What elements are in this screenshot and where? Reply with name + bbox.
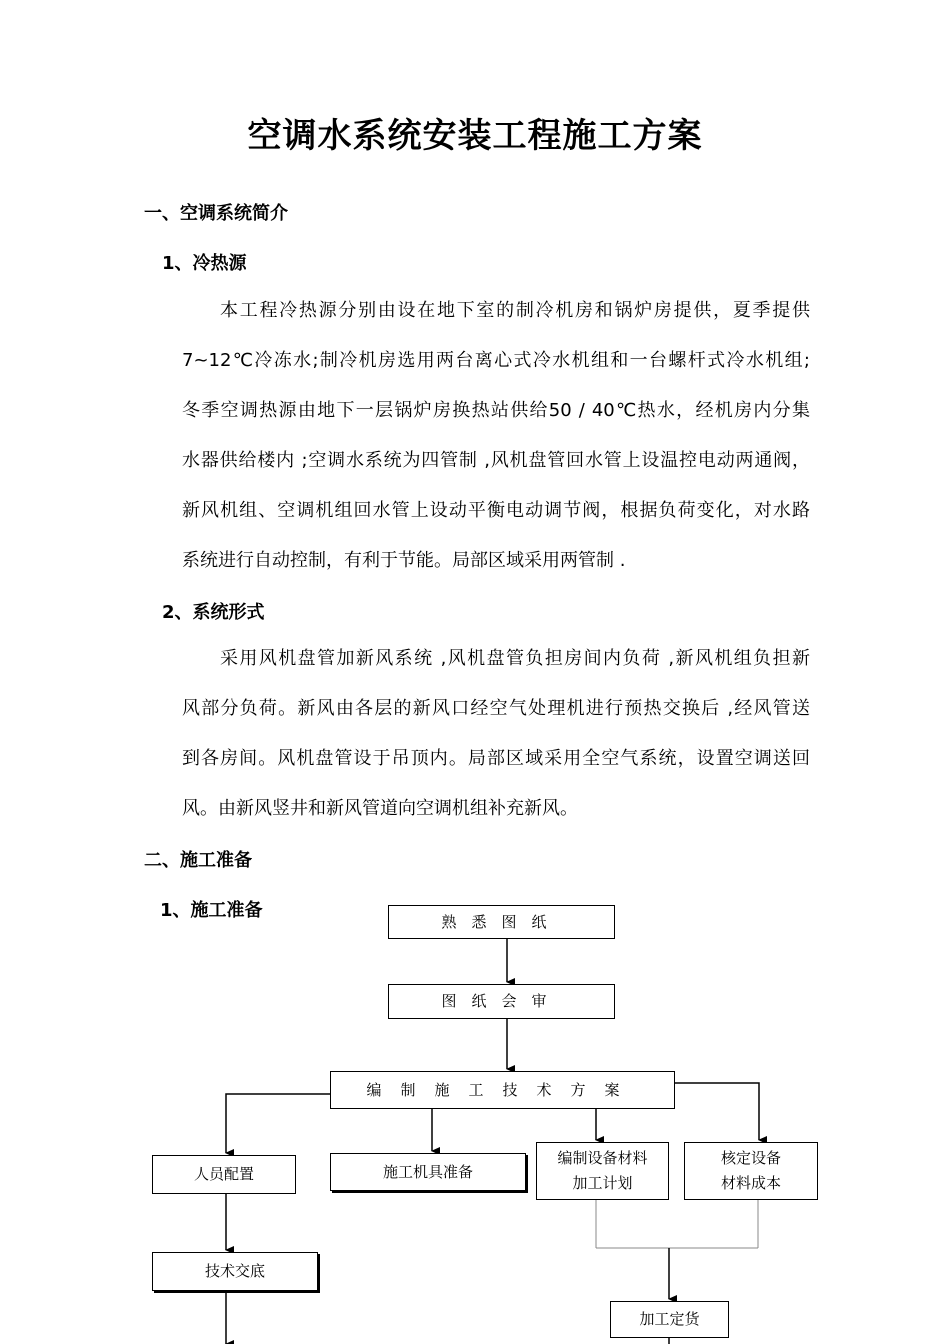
page-title: 空调水系统安装工程施工方案: [247, 116, 703, 156]
paragraph-line: 到各房间。风机盘管设于吊顶内。局部区域采用全空气系统，设置空调送回: [182, 748, 810, 769]
paragraph-line: 本工程冷热源分别由设在地下室的制冷机房和锅炉房提供，夏季提供: [220, 300, 810, 321]
flow-box-line: 核定设备: [720, 1149, 781, 1167]
paragraph-line: 新风机组、空调机组回水管上设动平衡电动调节阀，根据负荷变化，对水路: [182, 500, 810, 521]
subheading-preparation: 1、施工准备: [160, 900, 263, 921]
section-heading-overview: 一、空调系统简介: [144, 203, 288, 224]
subheading-heat-source: 1、冷热源: [162, 253, 247, 274]
paragraph-line: 风部分负荷。新风由各层的新风口经空气处理机进行预热交换后 ,经风管送: [182, 698, 810, 719]
paragraph-line: 水器供给楼内 ;空调水系统为四管制 ,风机盘管回水管上设温控电动两通阀，: [182, 450, 810, 471]
merge-connector: [596, 1200, 758, 1248]
flow-box-line: 材料成本: [720, 1174, 781, 1192]
paragraph-line: 7~12℃冷冻水;制冷机房选用两台离心式冷水机组和一台螺杆式冷水机组;: [182, 350, 810, 371]
flow-box-technical-briefing: 技术交底: [152, 1252, 318, 1291]
flow-box-staffing: 人员配置: [152, 1155, 296, 1194]
flow-box-familiarize-drawings: 熟悉图纸: [388, 905, 615, 939]
arrow-plan-to-staffing: [226, 1094, 330, 1153]
subheading-system-form: 2、系统形式: [162, 602, 265, 623]
flow-box-ordering: 加工定货: [610, 1301, 729, 1338]
paragraph-line: 冬季空调热源由地下一层锅炉房换热站供给50 / 40℃热水，经机房内分集: [182, 400, 810, 421]
flow-box-machinery-prep: 施工机具准备: [330, 1153, 526, 1191]
paragraph-line: 系统进行自动控制，有利于节能。局部区域采用两管制 .: [182, 550, 626, 571]
flow-box-line: 编制设备材料: [557, 1149, 648, 1167]
flow-box-material-plan: [536, 1142, 669, 1200]
flow-box-drawing-review: 图纸会审: [388, 984, 615, 1019]
flow-box-line: 加工计划: [572, 1174, 633, 1192]
flow-box-technical-plan: 编制施工技术方案: [330, 1071, 675, 1109]
flow-box-cost-check: [684, 1142, 818, 1200]
section-heading-preparation: 二、施工准备: [144, 850, 252, 871]
arrow-plan-to-cost-check: [674, 1083, 759, 1140]
paragraph-line: 风。由新风竖井和新风管道向空调机组补充新风。: [182, 798, 578, 819]
paragraph-line: 采用风机盘管加新风系统 ,风机盘管负担房间内负荷 ,新风机组负担新: [220, 648, 810, 669]
